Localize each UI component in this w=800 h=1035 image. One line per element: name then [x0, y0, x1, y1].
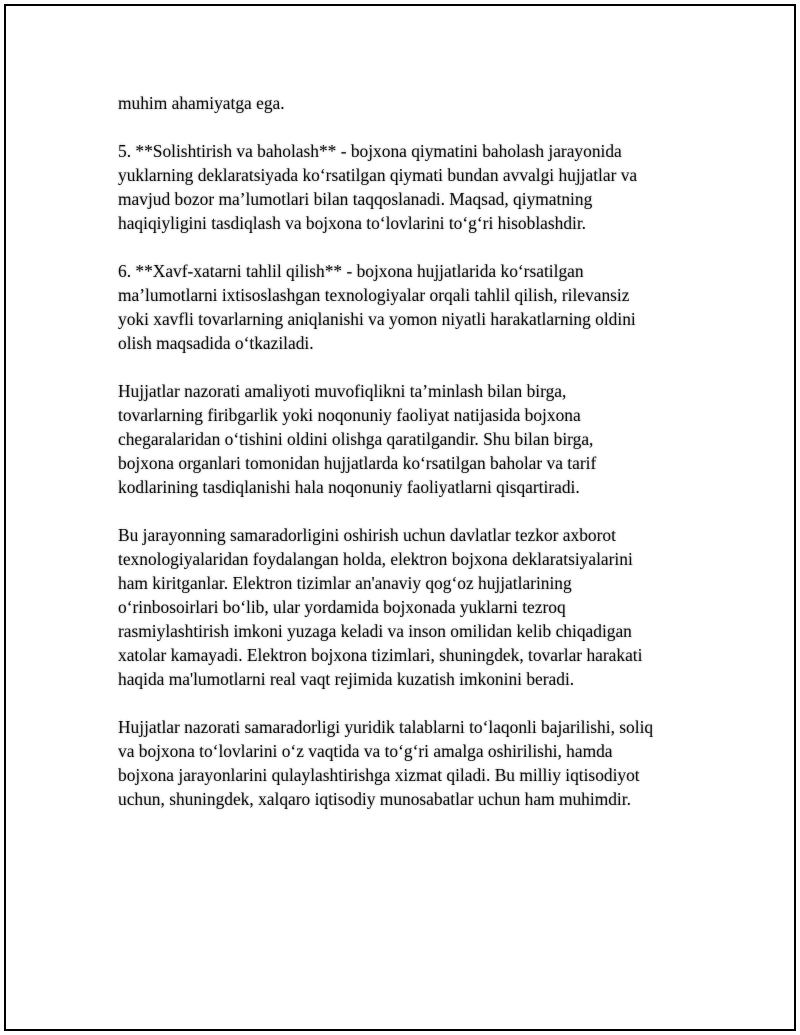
- text-line: tovarlarning firibgarlik yoki noqonuniy faoliyat natijasida bojxona: [118, 405, 581, 425]
- text-line: kodlarining tasdiqlanishi hala noqonuniy faoliyatlarni qisqartiradi.: [118, 477, 580, 497]
- paragraph: [118, 91, 708, 115]
- paragraph: [118, 715, 708, 811]
- paragraph-gap: [118, 235, 708, 259]
- text-line: texnologiyalaridan foydalangan holda, elektron bojxona deklaratsiyalarini: [118, 549, 633, 569]
- paragraph: [118, 523, 708, 691]
- text-line: oʻrinbosoirlari boʻlib, ular yordamida bojxonada yuklarni tezroq: [118, 597, 566, 617]
- text-line: Bu jarayonning samaradorligini oshirish uchun davlatlar tezkor axborot: [118, 525, 616, 545]
- text-line: 5. **Solishtirish va baholash** - bojxona qiymatini baholash jarayonida: [118, 141, 622, 161]
- text-line: bojxona jarayonlarini qulaylashtirishga xizmat qiladi. Bu milliy iqtisodiyot: [118, 765, 640, 785]
- text-line: yuklarning deklaratsiyada koʻrsatilgan qiymati bundan avvalgi hujjatlar va: [118, 165, 638, 185]
- paragraph: [118, 139, 708, 235]
- paragraph-gap: [118, 691, 708, 715]
- text-line: muhim ahamiyatga ega.: [118, 93, 285, 113]
- paragraph: [118, 259, 708, 355]
- text-line: rasmiylashtirish imkoni yuzaga keladi va inson omilidan kelib chiqadigan: [118, 621, 632, 641]
- text-line: yoki xavfli tovarlarning aniqlanishi va yomon niyatli harakatlarning oldini: [118, 309, 636, 329]
- text-line: mavjud bozor maʼlumotlari bilan taqqoslanadi. Maqsad, qiymatning: [118, 189, 593, 209]
- text-line: olish maqsadida oʻtkaziladi.: [118, 333, 314, 353]
- paragraph: [118, 379, 708, 499]
- text-line: 6. **Xavf-xatarni tahlil qilish** - bojxona hujjatlarida koʻrsatilgan: [118, 261, 584, 281]
- text-line: uchun, shuningdek, xalqaro iqtisodiy munosabatlar uchun ham muhimdir.: [118, 789, 631, 809]
- document-body: [118, 91, 708, 811]
- text-line: Hujjatlar nazorati samaradorligi yuridik talablarni toʻlaqonli bajarilishi, soliq: [118, 717, 654, 737]
- text-line: maʼlumotlarni ixtisoslashgan texnologiyalar orqali tahlil qilish, rilevansiz: [118, 285, 630, 305]
- text-line: haqiqiyligini tasdiqlash va bojxona toʻlovlarini toʻgʻri hisoblashdir.: [118, 213, 587, 233]
- text-line: bojxona organlari tomonidan hujjatlarda koʻrsatilgan baholar va tarif: [118, 453, 597, 473]
- text-line: xatolar kamayadi. Elektron bojxona tizimlari, shuningdek, tovarlar harakati: [118, 645, 643, 665]
- text-line: haqida ma'lumotlarni real vaqt rejimida kuzatish imkonini beradi.: [118, 669, 575, 689]
- text-line: chegaralaridan oʻtishini oldini olishga qaratilgandir. Shu bilan birga,: [118, 429, 594, 449]
- text-line: Hujjatlar nazorati amaliyoti muvofiqlikni taʼminlash bilan birga,: [118, 381, 567, 401]
- paragraph-gap: [118, 115, 708, 139]
- paragraph-gap: [118, 499, 708, 523]
- paragraph-gap: [118, 355, 708, 379]
- text-line: va bojxona toʻlovlarini oʻz vaqtida va toʻgʻri amalga oshirilishi, hamda: [118, 741, 613, 761]
- text-line: ham kiritganlar. Elektron tizimlar an'anaviy qogʻoz hujjatlarining: [118, 573, 572, 593]
